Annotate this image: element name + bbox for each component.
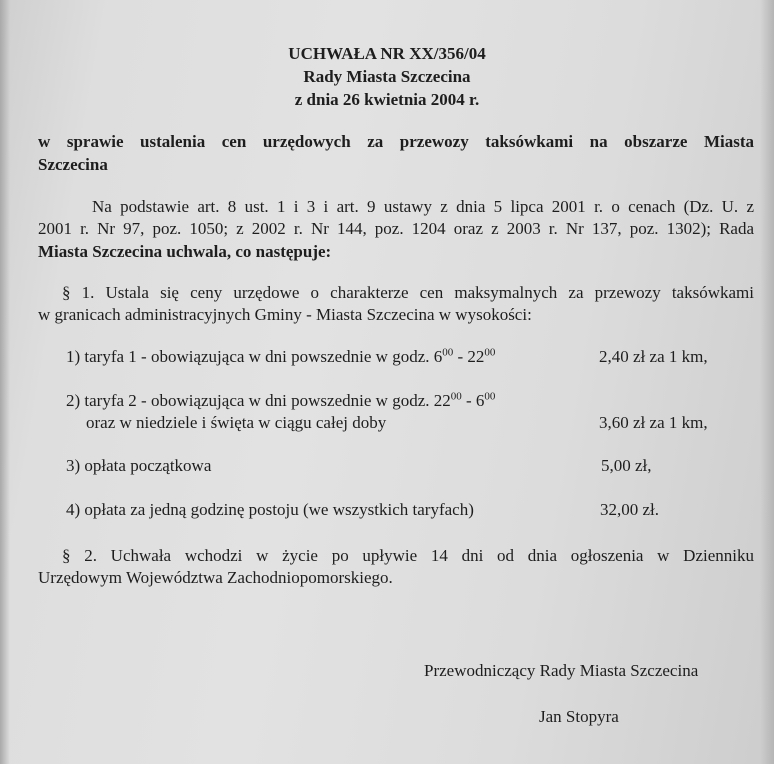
section-2-line-1: § 2. Uchwała wchodzi w życie po upływie 14 dni od dnia ogłoszenia w Dzienniku [62, 546, 754, 565]
signature-title: Przewodniczący Rady Miasta Szczecina [424, 661, 699, 680]
section-1-line-2: w granicach administracyjnych Gminy - Miasta Szczecina w wysokości: [38, 305, 532, 324]
tariff-2-price: 3,60 zł za 1 km, [599, 413, 708, 432]
resolution-number: UCHWAŁA NR XX/356/04 [288, 44, 486, 63]
signatory-name: Jan Stopyra [539, 707, 619, 726]
initial-fee-price: 5,00 zł, [601, 456, 652, 475]
page-edge-shadow-left [0, 0, 10, 764]
basis-line-1: Na podstawie art. 8 ust. 1 i 3 i art. 9 ustawy z dnia 5 lipca 2001 r. o cenach (Dz. U. z [92, 197, 754, 216]
subject-line-1: w sprawie ustalenia cen urzędowych za przewozy taksówkami na obszarze Miasta [38, 132, 754, 151]
page-edge-shadow-right [760, 0, 774, 764]
tariff-1-description: 1) taryfa 1 - obowiązująca w dni powszednie w godz. $6^{00} - 22^{00}$ [66, 346, 496, 366]
subject-line-2: Szczecina [38, 155, 108, 174]
section-1-text: § 1. Ustala się ceny urzędowe o charakterze cen maksymalnych za przewozy taksówkami [62, 283, 754, 302]
basis-line-2: 2001 r. Nr 97, poz. 1050; z 2002 r. Nr 144, poz. 1204 oraz z 2003 r. Nr 137, poz. 1302); Rada [38, 219, 754, 238]
tariff-2-description: 2) taryfa 2 - obowiązująca w dni powszednie w godz. $22^{00} - 6^{00}$ [66, 390, 496, 410]
waiting-fee-price: 32,00 zł. [600, 500, 660, 519]
section-2-line-2: Urzędowym Województwa Zachodniopomorskiego. [38, 568, 393, 587]
waiting-fee-label: 4) opłata za jedną godzinę postoju (we wszystkich taryfach) [66, 500, 474, 519]
resolution-date: z dnia 26 kwietnia 2004 r. [294, 90, 480, 109]
initial-fee-label: 3) opłata początkowa [66, 456, 212, 475]
tariff-1-price: 2,40 zł za 1 km, [599, 347, 708, 366]
basis-line-3: Miasta Szczecina uchwala, co następuje: [38, 242, 332, 261]
tariff-2-description-continued: oraz w niedziele i święta w ciągu całej doby [86, 413, 387, 432]
section-1-line-1 [62, 283, 754, 303]
council-name: Rady Miasta Szczecina [303, 67, 471, 86]
